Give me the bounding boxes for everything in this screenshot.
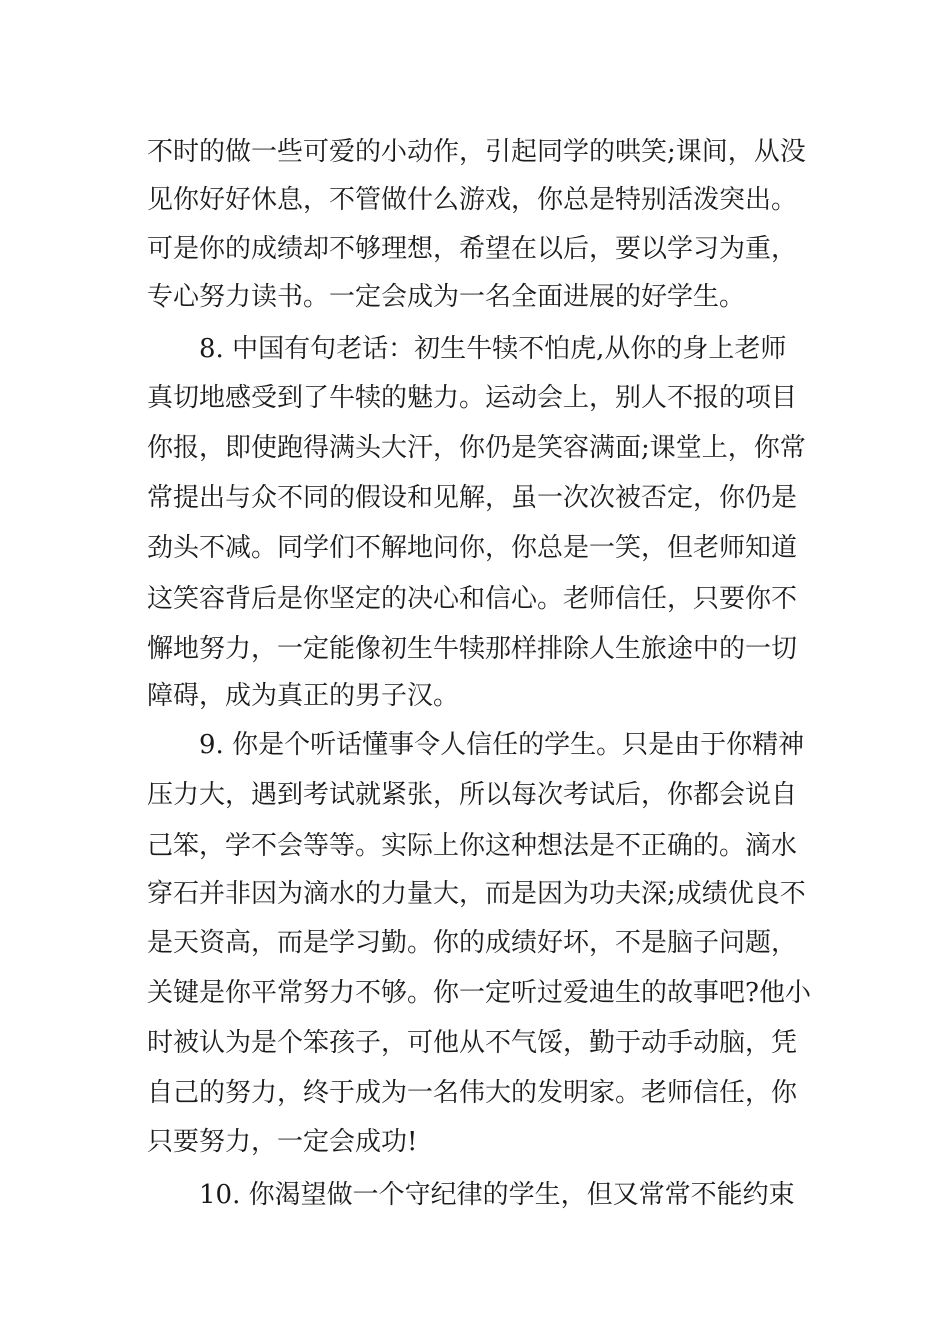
- paragraph-line: 是天资高，而是学习勤。你的成绩好坏，不是脑子问题，: [147, 928, 798, 958]
- paragraph-line: 关键是你平常努力不够。你一定听过爱迪生的故事吧?他小: [147, 978, 811, 1008]
- paragraph-line: 己笨，学不会等等。实际上你这种想法是不正确的。滴水: [147, 831, 798, 861]
- paragraph-line: 穿石并非因为滴水的力量大，而是因为功夫深;成绩优良不: [147, 879, 806, 909]
- paragraph-line: 专心努力读书。一定会成为一名全面进展的好学生。: [147, 282, 746, 312]
- paragraph-line: 不时的做一些可爱的小动作，引起同学的哄笑;课间，从没: [147, 137, 806, 167]
- paragraph-line: 8. 中国有句老话：初生牛犊不怕虎,从你的身上老师: [199, 334, 787, 364]
- paragraph-line: 9. 你是个听话懂事令人信任的学生。只是由于你精神: [199, 730, 805, 760]
- paragraph-line: 见你好好休息，不管做什么游戏，你总是特别活泼突出。: [147, 185, 798, 215]
- paragraph-line: 障碍，成为真正的男子汉。: [147, 681, 460, 711]
- paragraph-line: 常提出与众不同的假设和见解，虽一次次被否定，你仍是: [147, 483, 798, 513]
- paragraph-line: 你报，即使跑得满头大汗，你仍是笑容满面;课堂上，你常: [147, 433, 806, 463]
- paragraph-line: 时被认为是个笨孩子，可他从不气馁，勤于动手动脑，凭: [147, 1028, 798, 1058]
- paragraph-line: 自己的努力，终于成为一名伟大的发明家。老师信任，你: [147, 1078, 798, 1108]
- paragraph-line: 这笑容背后是你坚定的决心和信心。老师信任，只要你不: [147, 584, 798, 614]
- paragraph-line: 懈地努力，一定能像初生牛犊那样排除人生旅途中的一切: [147, 634, 798, 664]
- paragraph-line: 压力大，遇到考试就紧张，所以每次考试后，你都会说自: [147, 780, 798, 810]
- paragraph-line: 可是你的成绩却不够理想，希望在以后，要以学习为重，: [147, 234, 798, 264]
- paragraph-line: 只要努力，一定会成功!: [147, 1127, 418, 1157]
- paragraph-line: 10. 你渴望做一个守纪律的学生，但又常常不能约束: [199, 1180, 795, 1210]
- paragraph-line: 真切地感受到了牛犊的魅力。运动会上，别人不报的项目: [147, 383, 798, 413]
- paragraph-line: 劲头不减。同学们不解地问你，你总是一笑，但老师知道: [147, 533, 798, 563]
